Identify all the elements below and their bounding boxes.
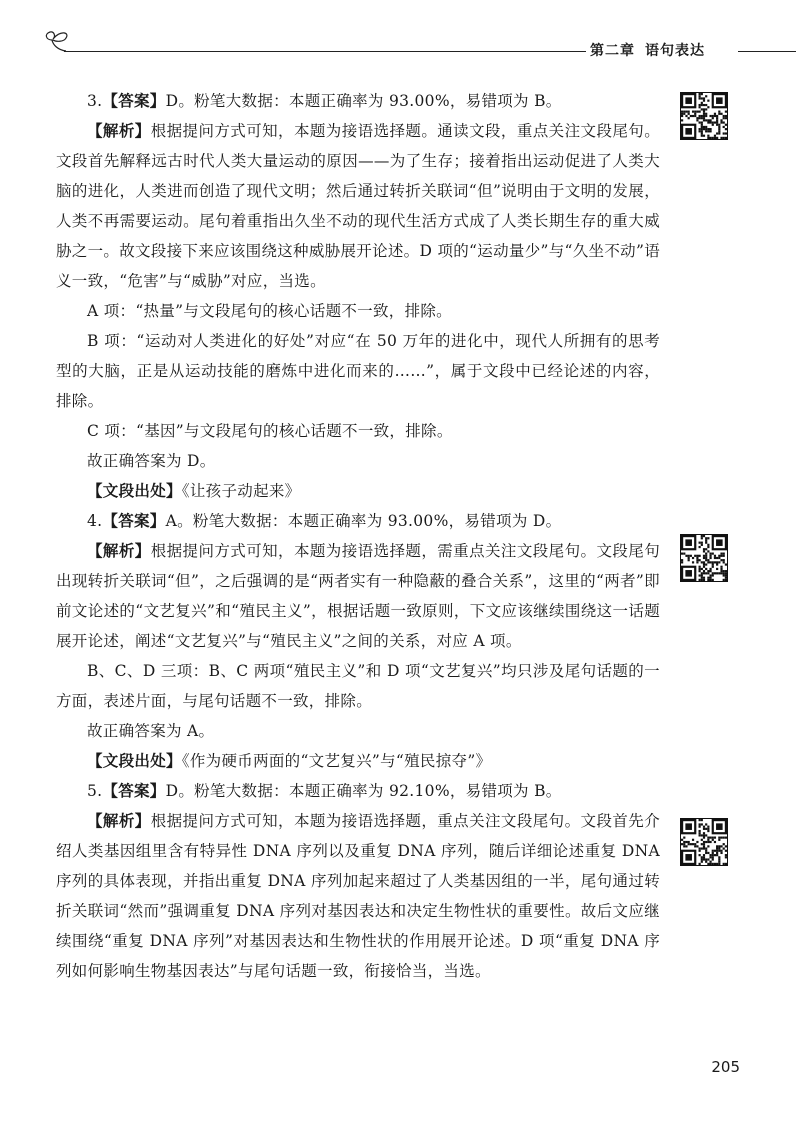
answer-text: A。粉笔大数据：本题正确率为 93.00%，易错项为 D。	[165, 512, 562, 530]
chapter-title	[590, 40, 738, 60]
analysis-tag: 【解析】	[87, 121, 151, 140]
conclusion-paragraph: 故正确答案为 D。	[87, 452, 216, 470]
question-number: 5.	[87, 782, 103, 800]
header-rule-right	[738, 51, 796, 52]
option-paragraph: C 项：“基因”与文段尾句的核心话题不一致，排除。	[87, 422, 453, 440]
analysis-text: 根据提问方式可知，本题为接语选择题，重点关注文段尾句。文段首先介绍人类基因组里含有特异性 DNA 序列以及重复 DNA 序列，随后详细论述重复 DNA 序列的具体表现，并指出重复 DNA 序列加起来超过了人类基因组的一半，尾句通过转折关联词“然而”强调重复 DNA 序列对基因表达和决定生物性状的重要性。故后文应继续围绕“重复 DNA 序列”对基因表达和生物性状的作用展开论述。D 项“重复 DNA 序列如何影响生物基因表达”与尾句话题一致，衔接恰当，当选。	[56, 812, 660, 980]
question-3	[56, 86, 660, 506]
source-text: 《作为硬币两面的“文艺复兴”与“殖民掠夺”》	[181, 752, 492, 770]
chapter-label: 第二章	[590, 43, 635, 59]
qr-code-icon[interactable]	[680, 818, 728, 866]
source-paragraph	[56, 476, 660, 506]
analysis-text: 根据提问方式可知，本题为接语选择题，需重点关注文段尾句。文段尾句出现转折关联词“但”，之后强调的是“两者实有一种隐蔽的叠合关系”，这里的“两者”即前文论述的“文艺复兴”和“殖民主义”，根据话题一致原则，下文应该继续围绕这一话题展开论述，阐述“文艺复兴”与“殖民主义”之间的关系，对应 A 项。	[56, 542, 660, 650]
conclusion-paragraph: 故正确答案为 A。	[87, 722, 215, 740]
answer-text: D。粉笔大数据：本题正确率为 92.10%，易错项为 B。	[165, 782, 562, 800]
answer-tag: 【答案】	[102, 511, 166, 530]
option-paragraph: A 项：“热量”与文段尾句的核心话题不一致，排除。	[87, 302, 452, 320]
page-number: 205	[711, 1058, 740, 1076]
header-rule	[64, 51, 586, 52]
answer-line	[56, 776, 660, 806]
qr-code-icon[interactable]	[680, 92, 728, 140]
source-text: 《让孩子动起来》	[181, 482, 301, 500]
section-label: 语句表达	[645, 43, 705, 59]
analysis-text: 根据提问方式可知，本题为接语选择题。通读文段，重点关注文段尾句。文段首先解释远古时代人类大量运动的原因——为了生存；接着指出运动促进了人类大脑的进化，人类进而创造了现代文明；然后通过转折关联词“但”说明由于文明的发展，人类不再需要运动。尾句着重指出久坐不动的现代生活方式成了人类长期生存的重大威胁之一。故文段接下来应该围绕这种威胁展开论述。D 项的“运动量少”与“久坐不动”语义一致，“危害”与“威胁”对应，当选。	[56, 122, 660, 290]
source-paragraph	[56, 746, 660, 776]
answer-tag: 【答案】	[102, 781, 166, 800]
analysis-tag: 【解析】	[87, 541, 151, 560]
question-number: 3.	[87, 92, 103, 110]
answer-line	[56, 506, 660, 536]
answer-text: D。粉笔大数据：本题正确率为 93.00%，易错项为 B。	[165, 92, 562, 110]
source-tag: 【文段出处】	[87, 481, 182, 500]
analysis-tag: 【解析】	[87, 811, 151, 830]
source-tag: 【文段出处】	[87, 751, 182, 770]
question-number: 4.	[87, 512, 103, 530]
page-body	[56, 86, 660, 986]
option-paragraph: B、C、D 三项：B、C 两项“殖民主义”和 D 项“文艺复兴”均只涉及尾句话题的一方面，表述片面，与尾句话题不一致，排除。	[56, 662, 660, 710]
question-4	[56, 506, 660, 776]
analysis-paragraph	[56, 116, 660, 296]
option-paragraph: B 项：“运动对人类进化的好处”对应“在 50 万年的进化中，现代人所拥有的思考型的大脑，正是从运动技能的磨炼中进化而来的……”，属于文段中已经论述的内容，排除。	[56, 332, 660, 410]
analysis-paragraph	[56, 806, 660, 986]
question-5	[56, 776, 660, 986]
answer-tag: 【答案】	[102, 91, 166, 110]
analysis-paragraph	[56, 536, 660, 656]
answer-line	[56, 86, 660, 116]
page-header	[0, 0, 800, 70]
qr-code-icon[interactable]	[680, 534, 728, 582]
